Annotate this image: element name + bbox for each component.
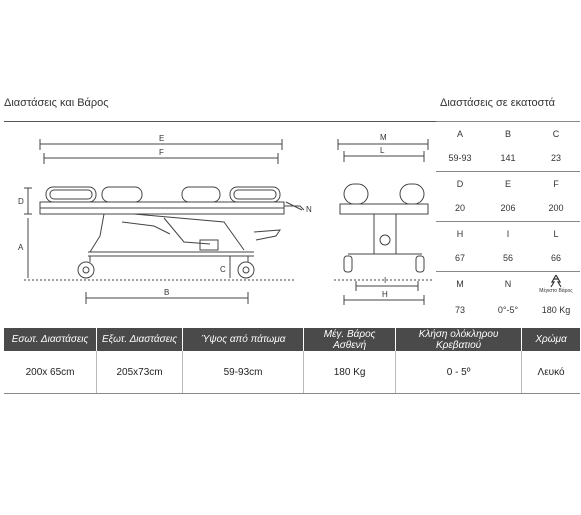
trolley-technical-drawing [4, 122, 434, 327]
spec-header-floor-height: Ύψος από πάτωμα [182, 328, 303, 351]
dim-label-A: A [18, 243, 24, 252]
spec-header-row [4, 328, 580, 351]
dim-header-M: M [456, 279, 464, 289]
dim-header-B: B [504, 129, 511, 139]
dim-value-N: 0°-5° [497, 305, 519, 315]
dim-label-H: H [382, 290, 388, 299]
spec-value-floor-height: 59-93cm [182, 351, 303, 394]
dim-header-A: A [456, 129, 463, 139]
spec-value-color: Λευκό [522, 351, 580, 394]
dim-value-L: 66 [550, 253, 561, 263]
spec-header-inner-dimensions: Εσωτ. Διαστάσεις [4, 328, 97, 351]
spec-header-bed-tilt: Κλήση ολόκληρου Κρεβατιού [396, 328, 522, 351]
dim-value-A: 59-93 [448, 153, 472, 163]
spec-value-inner-dimensions: 200x 65cm [4, 351, 97, 394]
spec-header-max-patient-weight: Μέγ. Βάρος Ασθενή [304, 328, 396, 351]
dim-header-H: H [456, 229, 464, 239]
section-title: Διαστάσεις και Βάρος [4, 97, 109, 109]
dim-header-C: C [552, 129, 560, 139]
dimensions-grid [436, 121, 580, 328]
dim-value-B: 141 [500, 153, 516, 163]
dim-label-M: M [380, 133, 387, 142]
dim-value-E: 206 [500, 203, 516, 213]
dim-value-C: 23 [550, 153, 561, 163]
dim-header-E: E [504, 179, 511, 189]
dim-header-L: L [553, 229, 559, 239]
spec-value-row [4, 351, 580, 394]
dim-label-C: C [220, 265, 226, 274]
dim-value-M: 73 [454, 305, 465, 315]
dimensions-unit-title: Διαστάσεις σε εκατοστά [440, 97, 556, 109]
dim-header-I: I [506, 229, 510, 239]
max-weight-caption: Μέγιστο Βάρος [539, 288, 573, 294]
spec-value-outer-dimensions: 205x73cm [97, 351, 183, 394]
spec-header-color: Χρώμα [522, 328, 580, 351]
dim-label-D: D [18, 197, 24, 206]
dim-label-L: L [380, 146, 385, 155]
dim-value-H: 67 [454, 253, 465, 263]
dim-value-I: 56 [502, 253, 513, 263]
dim-label-I: I [384, 276, 387, 285]
dim-label-B: B [164, 288, 170, 297]
dim-header-D: D [456, 179, 464, 189]
dim-label-N: N [306, 205, 312, 214]
dim-value-F: 200 [548, 203, 564, 213]
dim-value-max-weight: 180 Kg [541, 305, 571, 315]
spec-header-outer-dimensions: Εξωτ. Διαστάσεις [97, 328, 183, 351]
spec-value-max-patient-weight: 180 Kg [304, 351, 396, 394]
spec-value-bed-tilt: 0 - 5º [396, 351, 522, 394]
dim-label-E: E [159, 134, 165, 143]
dim-label-F: F [159, 148, 164, 157]
specification-table [4, 328, 580, 394]
dim-header-F: F [553, 179, 559, 189]
max-weight-icon [532, 271, 580, 297]
dim-value-D: 20 [454, 203, 465, 213]
dim-header-N: N [504, 279, 512, 289]
